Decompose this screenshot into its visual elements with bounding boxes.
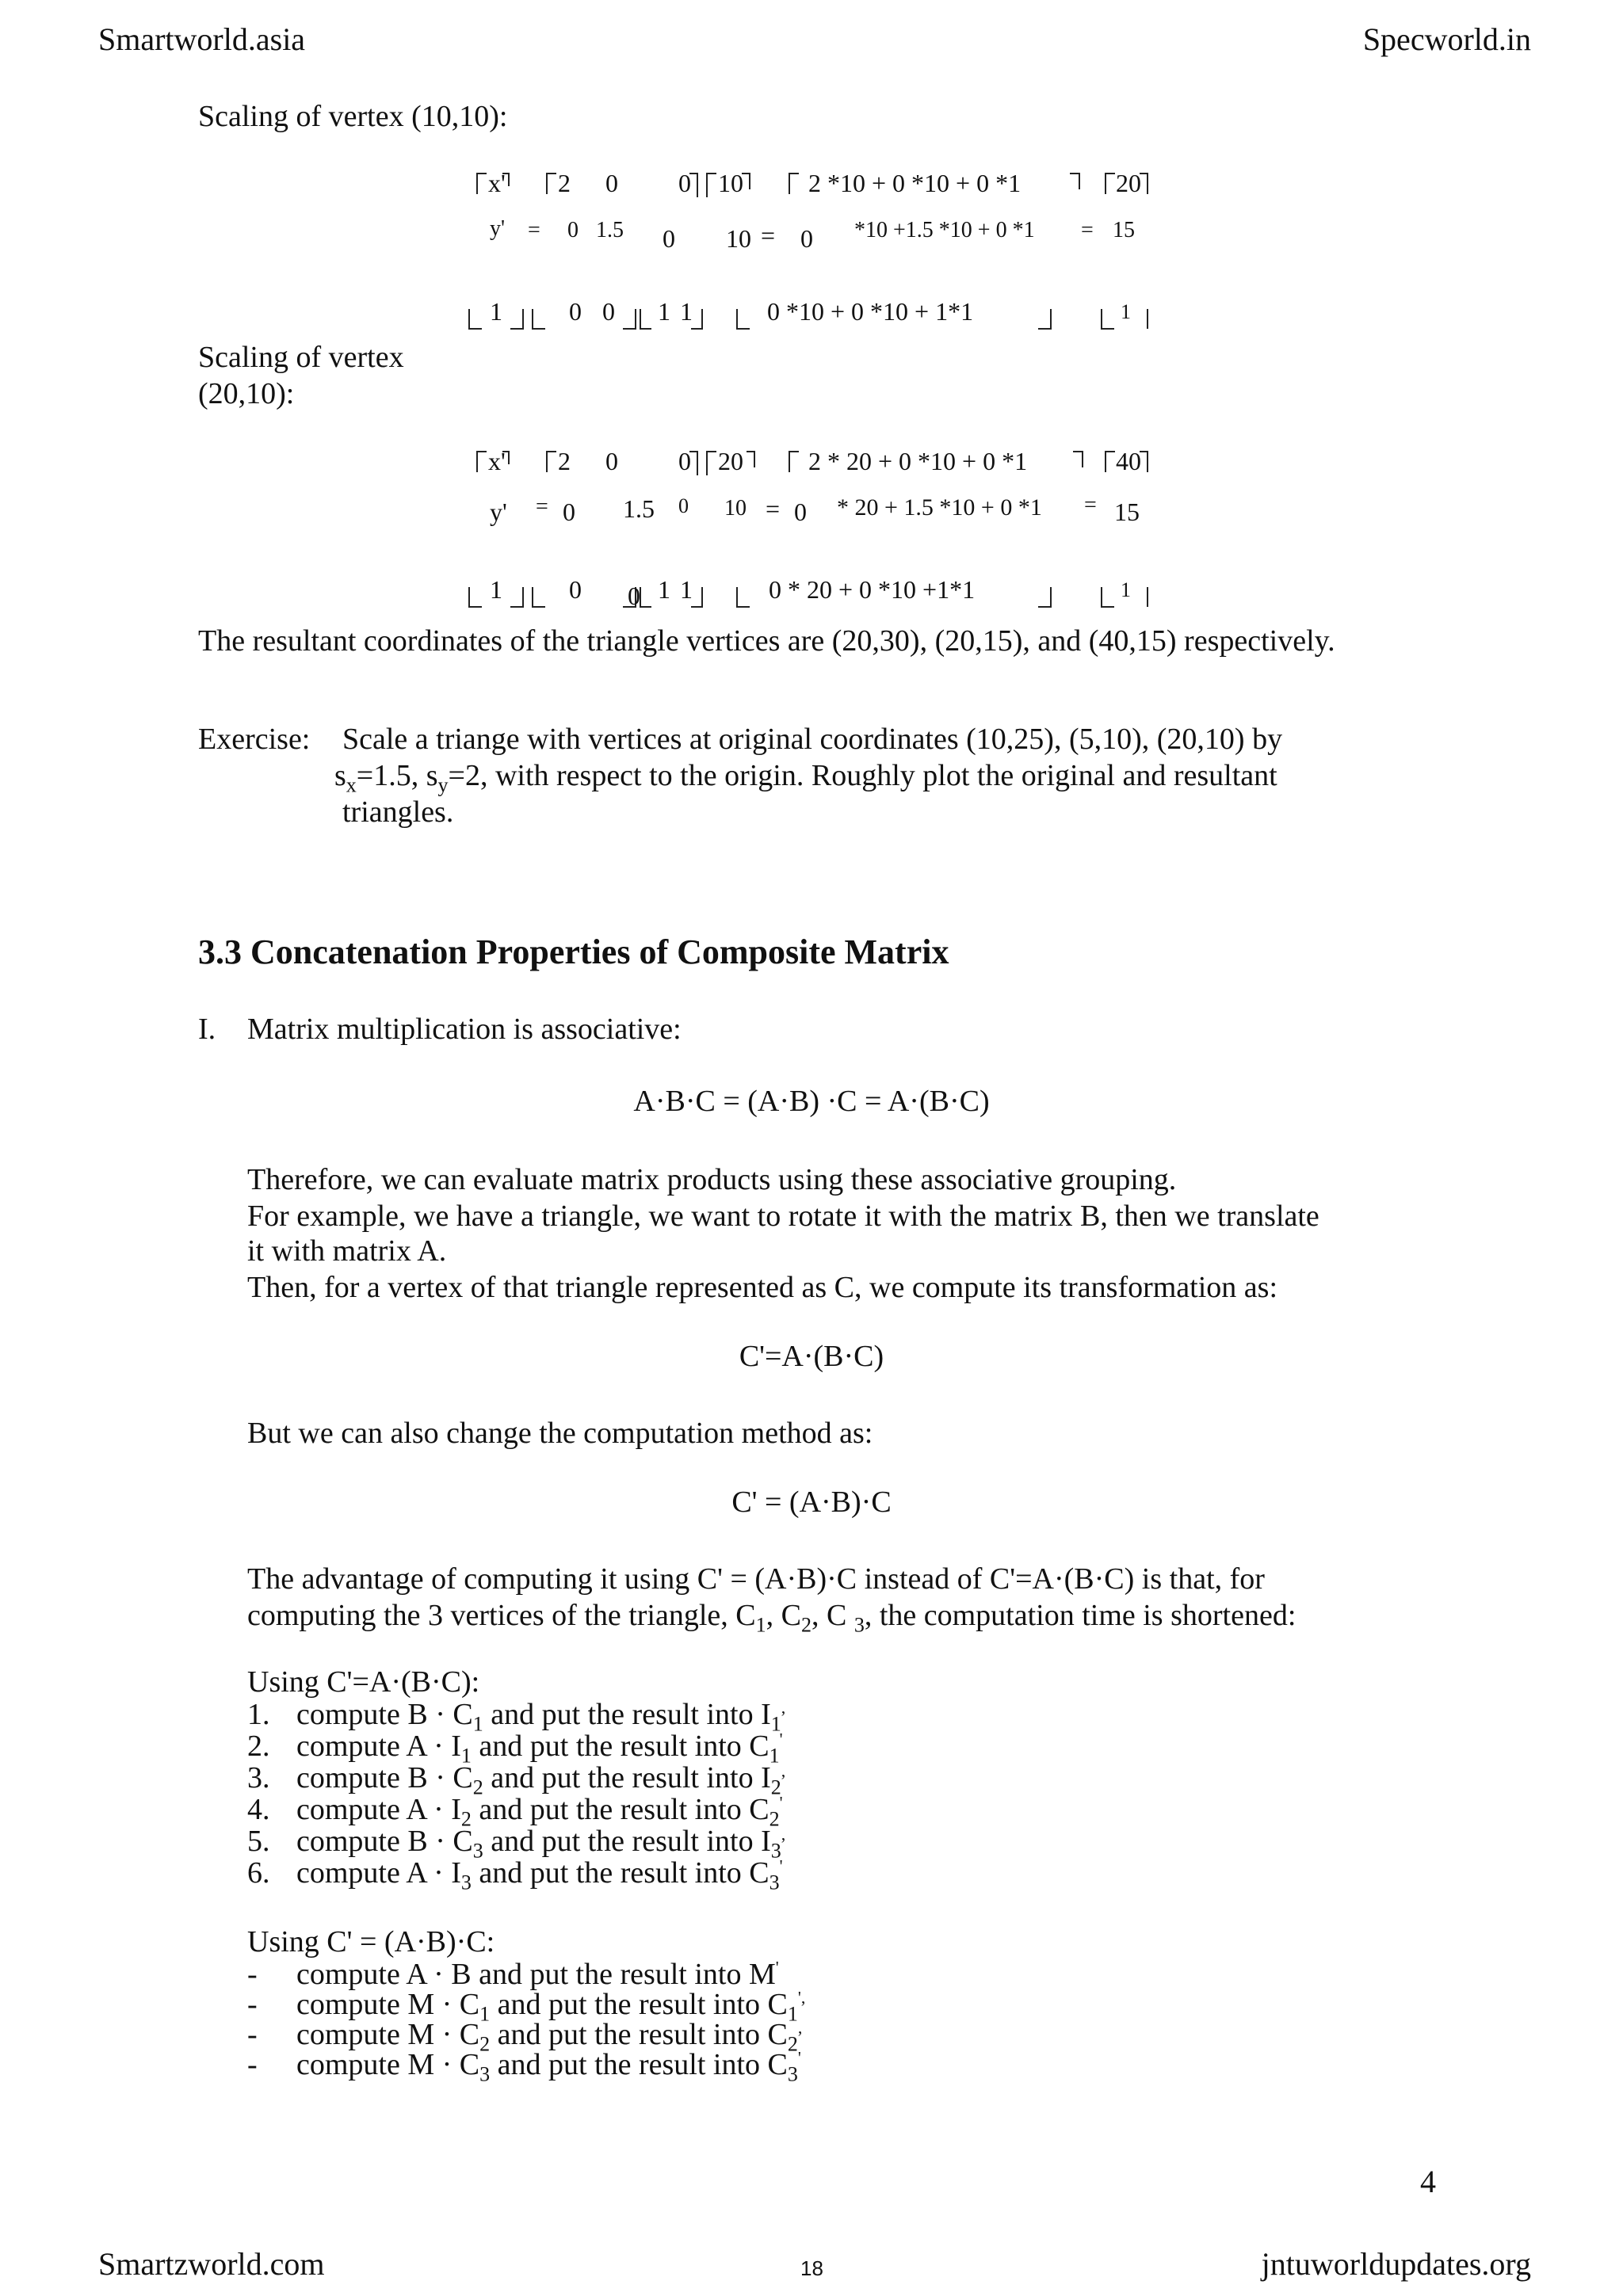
sub-b: 2 xyxy=(787,2032,798,2056)
s1-r2-c4: 0 xyxy=(663,224,675,253)
scaling1-caption: Scaling of vertex (10,10): xyxy=(198,100,508,133)
list-marker: 5. xyxy=(247,1825,270,1858)
p7-c: , C xyxy=(811,1599,854,1632)
s2-r3-c6: 0 * 20 + 0 *10 +1*1 xyxy=(769,575,976,604)
s2-r2-eq1: = xyxy=(536,494,548,519)
s2-r1-c3: 0 xyxy=(605,447,618,475)
s1-r2-eq2: = xyxy=(761,221,776,250)
text-a: compute A · B and put the result into M xyxy=(296,1958,776,1991)
using1-title: Using C'=A·(B·C): xyxy=(247,1665,480,1699)
paragraph-5: But we can also change the computation method as: xyxy=(247,1417,873,1450)
sub-b: 3 xyxy=(770,1839,781,1863)
section-title: 3.3 Concatenation Properties of Composite Matrix xyxy=(198,933,949,971)
p7-sub3: 3 xyxy=(854,1613,865,1637)
footer-center: 18 xyxy=(800,2256,823,2280)
sub-b: 1 xyxy=(769,1744,780,1768)
s1-r1-c5: 10 xyxy=(718,169,743,197)
s2-r3-c1: 1 xyxy=(490,575,502,604)
resultant-text: The resultant coordinates of the triangle vertices are (20,30), (20,15), and (40,15) respectively. xyxy=(198,624,1335,658)
s1-r3-c1: 1 xyxy=(490,297,502,326)
s1-r2-c1: y' xyxy=(490,216,506,241)
p7-sub1: 1 xyxy=(755,1613,766,1637)
sub-b: 3 xyxy=(787,2062,798,2086)
using2-title: Using C' = (A·B)·C: xyxy=(247,1925,495,1958)
item-text: Matrix multiplication is associative: xyxy=(247,1013,682,1046)
exercise-line1: Scale a triange with vertices at original coordinates (10,25), (5,10), (20,10) by xyxy=(342,723,1283,756)
s1-r3-c5: 1 xyxy=(680,297,693,326)
s1-r3-c3: 0 xyxy=(602,297,615,326)
p7-sub2: 2 xyxy=(800,1613,812,1637)
text-a: compute A · I xyxy=(296,1856,461,1890)
sub-a: 3 xyxy=(472,1839,483,1863)
text-b: and put the result into C xyxy=(490,2048,788,2081)
list-marker: - xyxy=(247,2018,258,2051)
list-marker: 6. xyxy=(247,1856,270,1890)
text-a: compute A · I xyxy=(296,1730,461,1763)
tail-mark: ' xyxy=(779,1729,783,1749)
exercise-line2 xyxy=(334,757,1277,804)
text-b: and put the result into C xyxy=(471,1856,769,1890)
equation-c-prime-2: C' = (A·B)·C xyxy=(731,1486,892,1519)
list-marker: 2. xyxy=(247,1730,270,1763)
s1-r2-eq1: = xyxy=(528,218,540,242)
exercise-label: Exercise: xyxy=(198,723,311,756)
text-a: compute M · C xyxy=(296,2018,480,2051)
equation-c-prime-1: C'=A·(B·C) xyxy=(739,1340,884,1373)
s1-r1-c7: 20 xyxy=(1116,169,1141,197)
p7-d: , the computation time is shortened: xyxy=(864,1599,1296,1632)
s1-r2-c7: *10 +1.5 *10 + 0 *1 xyxy=(854,218,1035,242)
text-a: compute B · C xyxy=(296,1825,473,1858)
s1-r2-eq3: = xyxy=(1081,218,1094,242)
s1-r1-c4: 0 xyxy=(678,169,691,197)
paragraph-1: Therefore, we can evaluate matrix products using these associative grouping. xyxy=(247,1163,1177,1196)
s2-r3-c2: 0 xyxy=(569,575,582,604)
list-text xyxy=(296,2047,801,2087)
s2-r2-c1: y' xyxy=(490,498,507,526)
s1-r3-c7: 1 xyxy=(1121,300,1131,323)
s1-r2-c8: 15 xyxy=(1113,218,1135,242)
list-marker: 3. xyxy=(247,1761,270,1794)
s2-r2-c3: 1.5 xyxy=(623,494,655,523)
sub-a: 2 xyxy=(460,1807,472,1831)
s1-r1-c3: 0 xyxy=(605,169,618,197)
sub-a: 3 xyxy=(479,2062,491,2086)
s2-r2-c2: 0 xyxy=(563,498,575,526)
list-marker: - xyxy=(247,1988,258,2021)
text-b: and put the result into C xyxy=(471,1793,769,1826)
paragraph-3: it with matrix A. xyxy=(247,1234,447,1268)
scaling2-caption-line1: Scaling of vertex xyxy=(198,341,404,374)
text-b: and put the result into I xyxy=(483,1825,771,1858)
s2-r1-c4: 0 xyxy=(678,447,691,475)
s1-r1-c6: 2 *10 + 0 *10 + 0 *1 xyxy=(808,169,1022,197)
s1-r2-c6: 0 xyxy=(800,224,813,253)
exercise-line3: triangles. xyxy=(342,795,454,829)
paragraph-2: For example, we have a triangle, we want to rotate it with the matrix B, then we translate xyxy=(247,1199,1319,1233)
text-b: and put the result into C xyxy=(471,1730,769,1763)
s2-r3-c3: 0 xyxy=(628,582,640,610)
exercise-sx: s xyxy=(334,759,346,792)
s2-r3-c7: 1 xyxy=(1121,578,1131,601)
s2-r1-c2: 2 xyxy=(558,447,571,475)
tail-mark: ' xyxy=(779,1792,783,1813)
s2-r1-c1: x' xyxy=(488,447,506,475)
tail-mark: , xyxy=(781,1760,786,1781)
header-right: Specworld.in xyxy=(1362,21,1531,57)
tail-mark: , xyxy=(781,1824,786,1844)
exercise-sx-sub: x xyxy=(346,773,357,797)
sub-b: 1 xyxy=(787,2002,798,2026)
scaling1-matrix-equation xyxy=(468,162,1181,360)
paragraph-6: The advantage of computing it using C' = (A·B)·C instead of C'=A·(B·C) is that, for xyxy=(247,1562,1265,1596)
list-marker: - xyxy=(247,2048,258,2081)
s2-r2-c6: 0 xyxy=(794,498,807,526)
s2-r2-c5: 10 xyxy=(724,496,747,521)
s2-r2-eq2: = xyxy=(766,494,781,523)
s1-r1-c2: 2 xyxy=(558,169,571,197)
s1-r1-c1: x' xyxy=(488,169,506,197)
exercise-sx-val: =1.5, s xyxy=(356,759,438,792)
s2-r1-c6: 2 * 20 + 0 *10 + 0 *1 xyxy=(808,447,1028,475)
tail-mark: , xyxy=(797,2017,803,2038)
sub-b: 2 xyxy=(770,1775,781,1799)
sub-b: 2 xyxy=(769,1807,780,1831)
s2-r1-c5: 20 xyxy=(718,447,743,475)
text-a: compute B · C xyxy=(296,1698,473,1731)
tail-mark: ' xyxy=(779,1855,783,1876)
p7-b: , C xyxy=(766,1599,801,1632)
footer-right: jntuworldupdates.org xyxy=(1261,2246,1531,2282)
text-b: and put the result into C xyxy=(490,2018,788,2051)
s2-r2-c8: 15 xyxy=(1114,498,1140,526)
footer-left: Smartzworld.com xyxy=(98,2246,325,2282)
s2-r1-c7: 40 xyxy=(1116,447,1141,475)
sub-a: 2 xyxy=(479,2032,491,2056)
s2-r2-eq3: = xyxy=(1084,493,1097,517)
text-a: compute M · C xyxy=(296,1988,480,2021)
header-left: Smartworld.asia xyxy=(98,21,306,57)
list-marker: - xyxy=(247,1958,258,1991)
sub-a: 1 xyxy=(479,2002,491,2026)
sub-b: 3 xyxy=(769,1871,780,1894)
paragraph-4: Then, for a vertex of that triangle represented as C, we compute its transformation as: xyxy=(247,1271,1277,1304)
s2-r2-c7: * 20 + 1.5 *10 + 0 *1 xyxy=(837,494,1042,521)
page-number: 4 xyxy=(1420,2164,1436,2199)
sub-a: 2 xyxy=(472,1775,483,1799)
s1-r2-c3: 1.5 xyxy=(596,218,624,242)
exercise-line2-rest: =2, with respect to the origin. Roughly plot the original and resultant xyxy=(448,759,1277,792)
s2-r2-c4: 0 xyxy=(678,494,689,517)
tail-mark: ' xyxy=(797,2047,801,2068)
text-a: compute A · I xyxy=(296,1793,461,1826)
paragraph-7 xyxy=(247,1597,1296,1644)
scaling2-caption-line2: (20,10): xyxy=(198,377,295,410)
tail-mark: ' xyxy=(775,1957,779,1978)
s1-r3-c2: 0 xyxy=(569,297,582,326)
equation-associative: A·B·C = (A·B) ·C = A·(B·C) xyxy=(633,1085,990,1118)
p7-a: computing the 3 vertices of the triangle, C xyxy=(247,1599,756,1632)
tail-mark: , xyxy=(781,1697,786,1718)
text-a: compute B · C xyxy=(296,1761,473,1794)
list-marker: 1. xyxy=(247,1698,270,1731)
text-b: and put the result into C xyxy=(490,1988,788,2021)
exercise-sy-sub: y xyxy=(437,773,449,797)
text-b: and put the result into I xyxy=(483,1761,771,1794)
text-a: compute M · C xyxy=(296,2048,480,2081)
list-marker: 4. xyxy=(247,1793,270,1826)
tail-mark: ', xyxy=(797,1987,806,2008)
list-text xyxy=(296,1855,783,1895)
s1-r3-c4: 1 xyxy=(658,297,670,326)
s1-r2-c2: 0 xyxy=(567,218,579,242)
sub-a: 1 xyxy=(472,1712,483,1736)
sub-b: 1 xyxy=(770,1712,781,1736)
s2-r3-c4: 1 xyxy=(658,575,670,604)
sub-a: 1 xyxy=(460,1744,472,1768)
sub-a: 3 xyxy=(460,1871,472,1894)
s1-r2-c5: 10 xyxy=(726,224,751,253)
text-b: and put the result into I xyxy=(483,1698,771,1731)
scaling2-matrix-equation xyxy=(468,441,1181,639)
item-number: I. xyxy=(198,1013,216,1046)
s2-r3-c5: 1 xyxy=(680,575,693,604)
s1-r3-c6: 0 *10 + 0 *10 + 1*1 xyxy=(767,297,974,326)
